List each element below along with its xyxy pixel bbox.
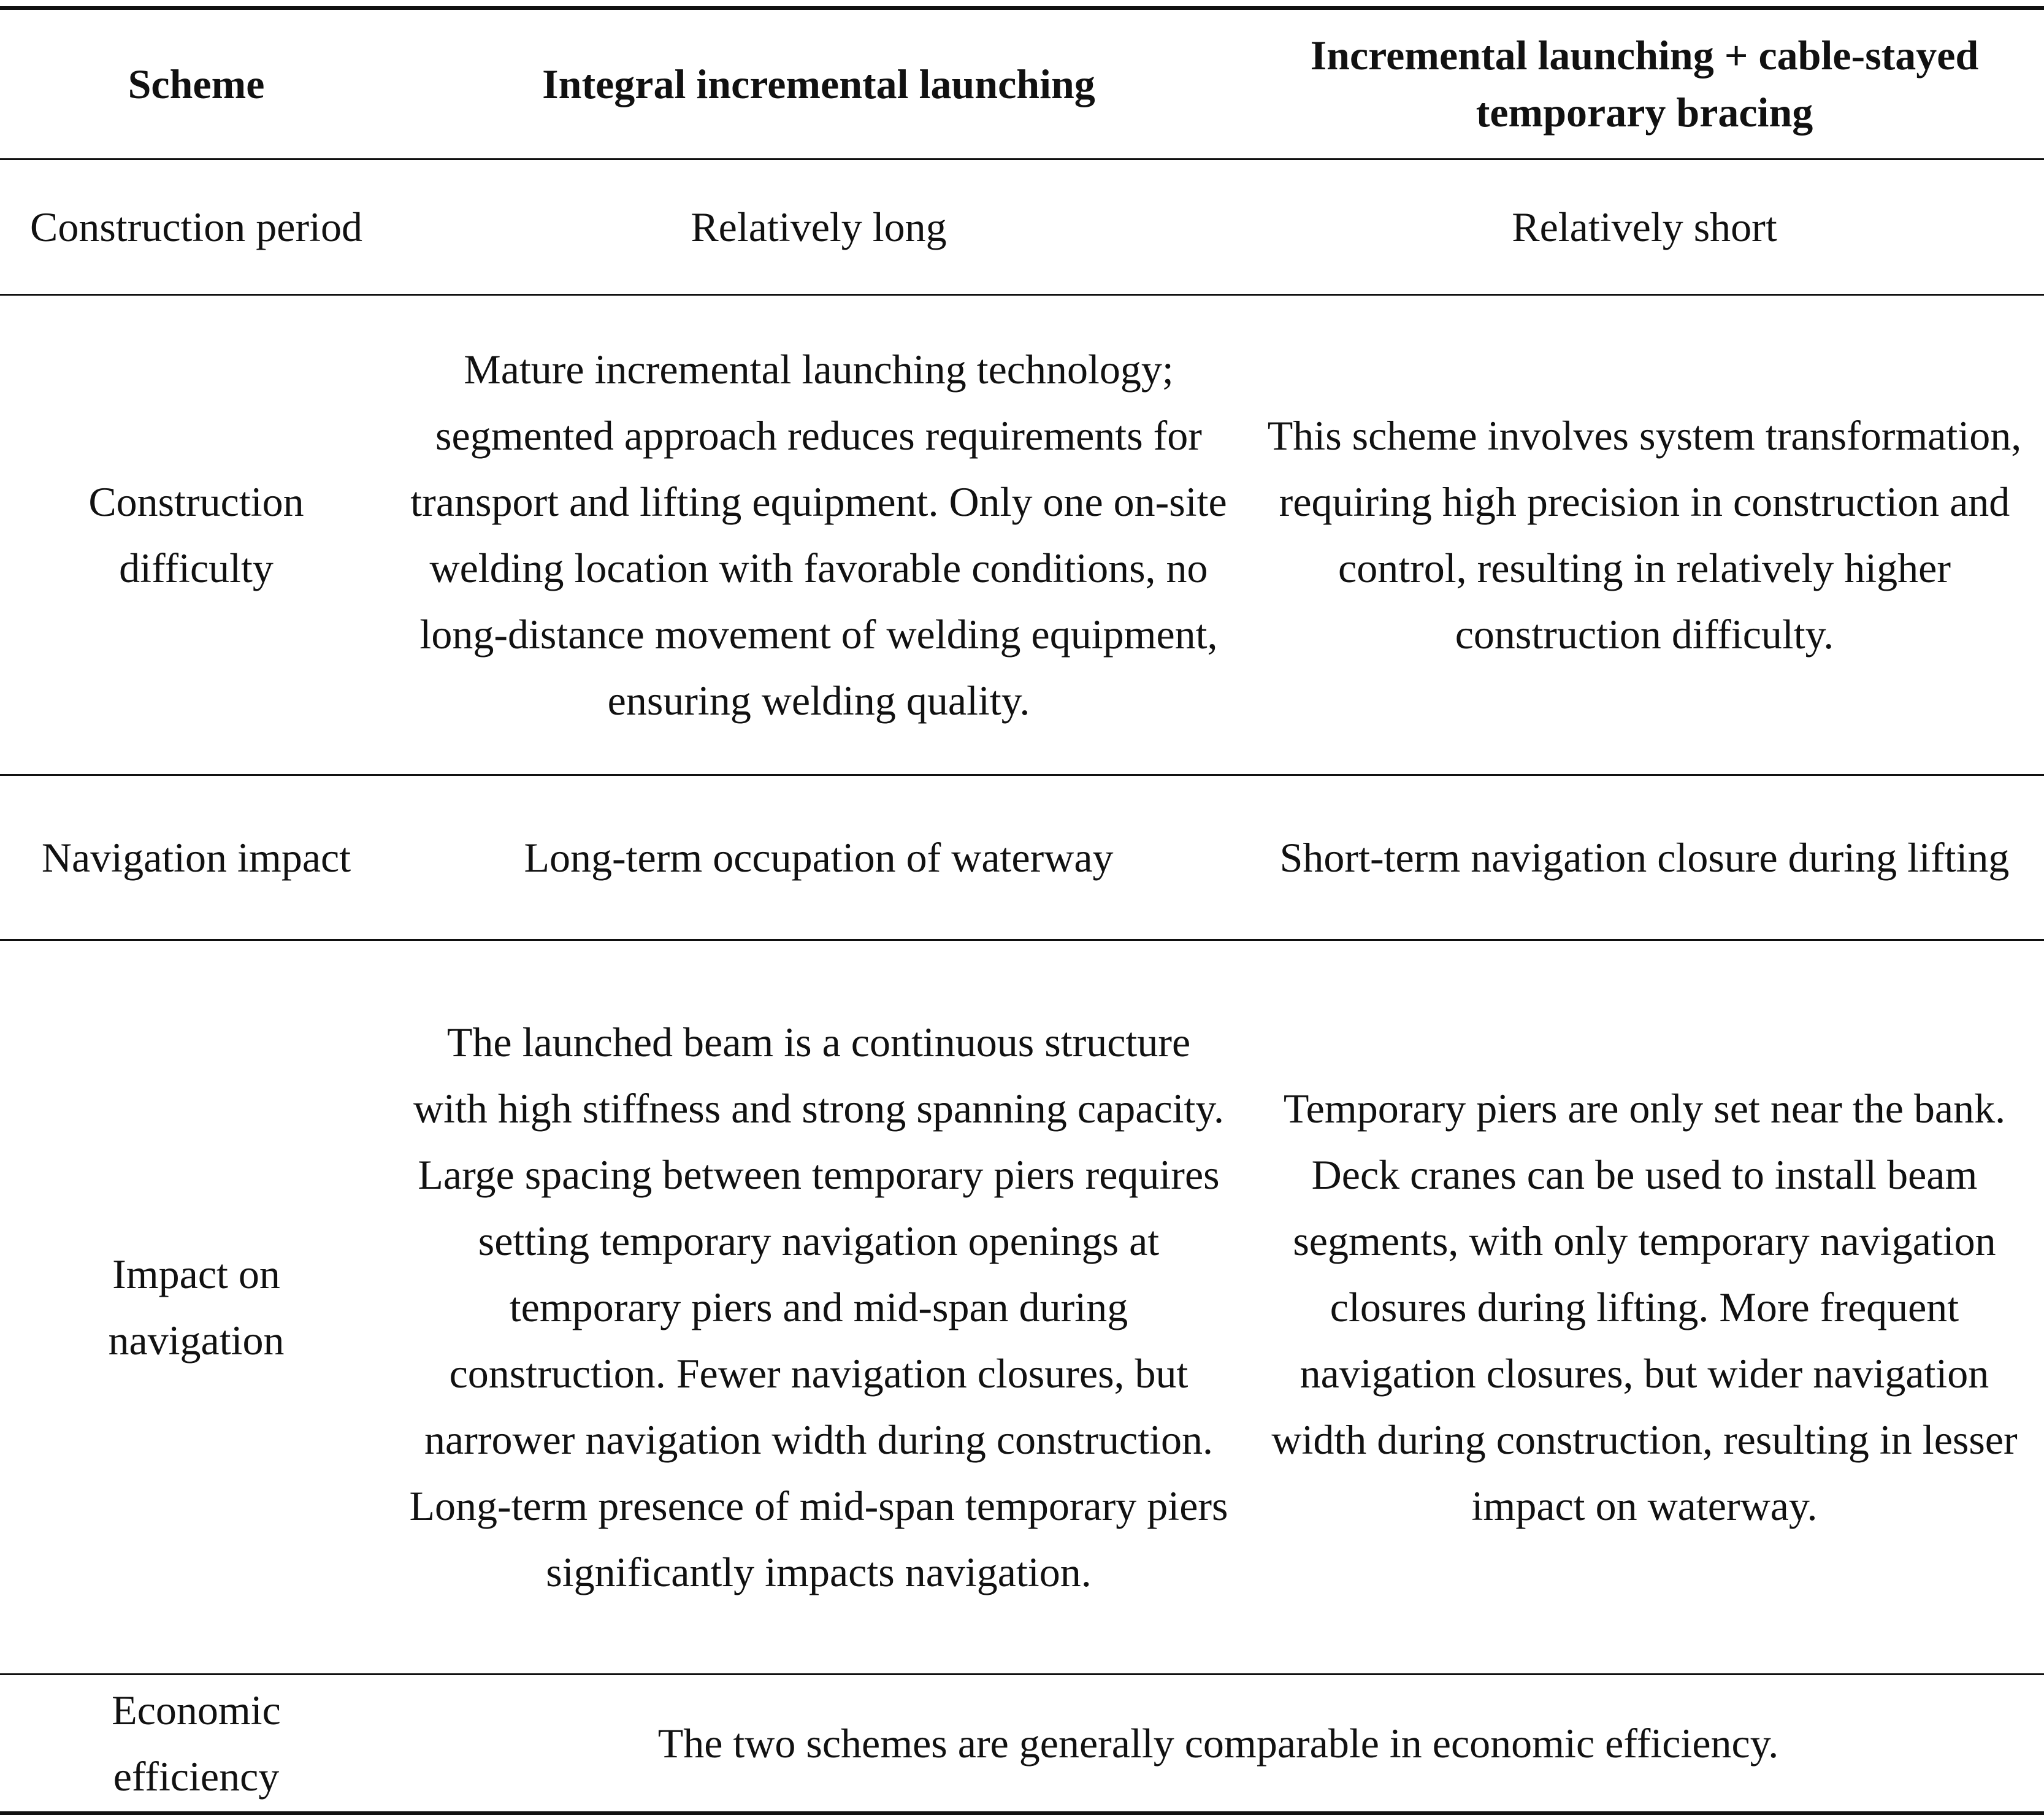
integral-cell [392,940,1245,1675]
cable-stayed-text: Short-term navigation closure during lifting [1279,834,2010,881]
integral-text: Long-term occupation of waterway [524,834,1114,881]
table-body [0,159,2044,1814]
row-label-cell [0,775,392,940]
table-header [0,8,2044,159]
merged-text: The two schemes are generally comparable in economic efficiency. [657,1720,1779,1767]
cable-stayed-cell [1245,295,2044,775]
row-label-cell [0,295,392,775]
cable-stayed-text: Temporary piers are only set near the bank. Deck cranes can be used to install beam segments, with only temporary navigation closures during lifting. More frequent navigation closures, but wider navigation width during construction, resulting in lesser impact on waterway. [1271,1085,2018,1529]
row-label: Construction period [29,204,363,250]
cable-stayed-text: This scheme involves system transformation, requiring high precision in construction and control, resulting in relatively higher construction difficulty. [1267,412,2022,658]
table-row [0,295,2044,775]
scheme-comparison-table [0,6,2044,1815]
integral-cell [392,295,1245,775]
header-integral-launching [392,8,1245,159]
table-row [0,940,2044,1675]
row-label: Impact on navigation [108,1251,285,1364]
cable-stayed-cell [1245,159,2044,295]
table-row [0,1675,2044,1814]
row-label-cell [0,159,392,295]
table-row [0,775,2044,940]
table-row [0,159,2044,295]
cable-stayed-text: Relatively short [1512,204,1777,250]
header-cable-stayed-bracing [1245,8,2044,159]
row-label-cell [0,940,392,1675]
row-label: Navigation impact [41,834,351,881]
merged-cell [392,1675,2044,1814]
header-cable-stayed-bracing-text: Incremental launching + cable-stayed temporary bracing [1310,32,1979,136]
row-label-cell [0,1675,392,1814]
header-scheme [0,8,392,159]
integral-text: The launched beam is a continuous structure with high stiffness and strong spanning capacity. Large spacing between temporary piers requires setting temporary navigation openings at temporary piers and mid-span during construction. Fewer navigation closures, but narrower navigation width during construction. Long-term presence of mid-span temporary piers significantly impacts navigation. [409,1019,1228,1595]
integral-cell [392,775,1245,940]
row-label: Economic efficiency [112,1687,281,1800]
integral-text: Mature incremental launching technology; segmented approach reduces requirements for transport and lifting equipment. Only one on-site welding location with favorable conditions, no long-distance movement of welding equipment, ensuring welding quality. [410,346,1227,724]
header-integral-launching-text: Integral incremental launching [542,60,1095,107]
integral-cell [392,159,1245,295]
integral-text: Relatively long [691,204,947,250]
header-row [0,8,2044,159]
cable-stayed-cell [1245,775,2044,940]
header-scheme-text: Scheme [128,60,265,107]
row-label: Construction difficulty [88,478,304,591]
cable-stayed-cell [1245,940,2044,1675]
